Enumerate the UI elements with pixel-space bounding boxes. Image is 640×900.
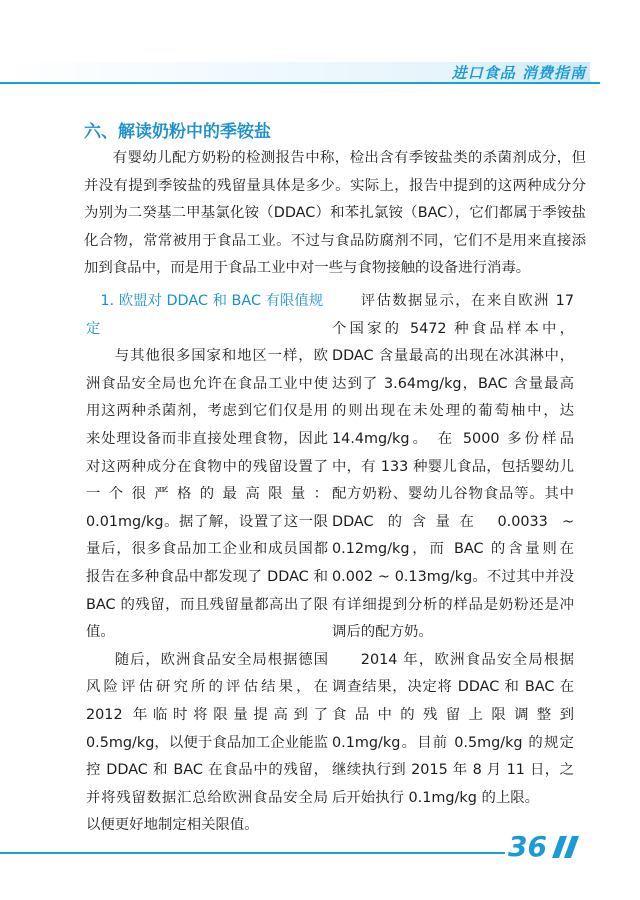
header-title: 进口食品 消费指南: [451, 64, 586, 82]
left-paragraph-2: 随后，欧洲食品安全局根据德国风险评估研究所的评估结果，在 2012 年临时将限量提高到了 0.5mg/kg，以便于食品加工企业能监控 DDAC 和 BAC 在食品中的残留，并将残留数据汇总给欧洲食品安全局以便更好地制定相关限值。: [86, 651, 328, 834]
slash-decoration-icon: [552, 836, 582, 858]
subsection-heading: 1. 欧盟对 DDAC 和 BAC 有限值规定: [86, 293, 324, 337]
section-title: 六、解读奶粉中的季铵盐: [84, 122, 271, 142]
right-paragraph-2: 2014 年，欧洲食品安全局根据调查结果，决定将 DDAC 和 BAC 在食品中的残留上限调整到 0.1mg/kg。目前 0.5mg/kg 的规定继续执行到 2015 年 8 月 11 日，之后开始执行 0.1mg/kg 的上限。: [332, 651, 574, 806]
footer-rule: [0, 852, 505, 854]
intro-paragraph: 有婴幼儿配方奶粉的检测报告中称，检出含有季铵盐类的杀菌剂成分，但并没有提到季铵盐的残留量具体是多少。实际上，报告中提到的这两种成分分为别为二癸基二甲基氯化铵（DDAC）和苯扎氯铵（BAC），它们都属于季铵盐化合物，常常被用于食品工业。不过与食品防腐剂不同，它们不是用来直接添加到食品中，而是用于食品工业中对一些与食物接触的设备进行消毒。: [84, 150, 586, 277]
left-column: [86, 288, 328, 840]
right-paragraph-1: 评估数据显示，在来自欧洲 17 个国家的 5472 种食品样本中，DDAC 含量最高的出现在冰淇淋中，达到了 3.64mg/kg，BAC 含量最高的则出现在未处理的葡萄柚中，达 14.4mg/kg。 在 5000 多份样品中，有 133 种婴儿食品，包括婴幼儿配方奶粉、婴幼儿谷物食品等。其中 DDAC 的含量在 0.0033 ~ 0.12mg/kg，而 BAC 的含量则在 0.002 ~ 0.13mg/kg。不过其中并没有详细提到分析的样品是奶粉还是冲调后的配方奶。: [332, 293, 574, 641]
right-column: [332, 288, 574, 812]
page-number: 36: [508, 830, 547, 863]
left-paragraph-1: 与其他很多国家和地区一样，欧洲食品安全局也允许在食品工业中使用这两种杀菌剂，考虑到它们仅是用来处理设备而非直接处理食物，因此对这两种成分在食物中的残留设置了一个很严格的最高限量：0.01mg/kg。据了解，设置了这一限量后，很多食品加工企业和成员国都报告在多种食品中都发现了 DDAC 和 BAC 的残留，而且残留量都高出了限值。: [86, 348, 328, 641]
